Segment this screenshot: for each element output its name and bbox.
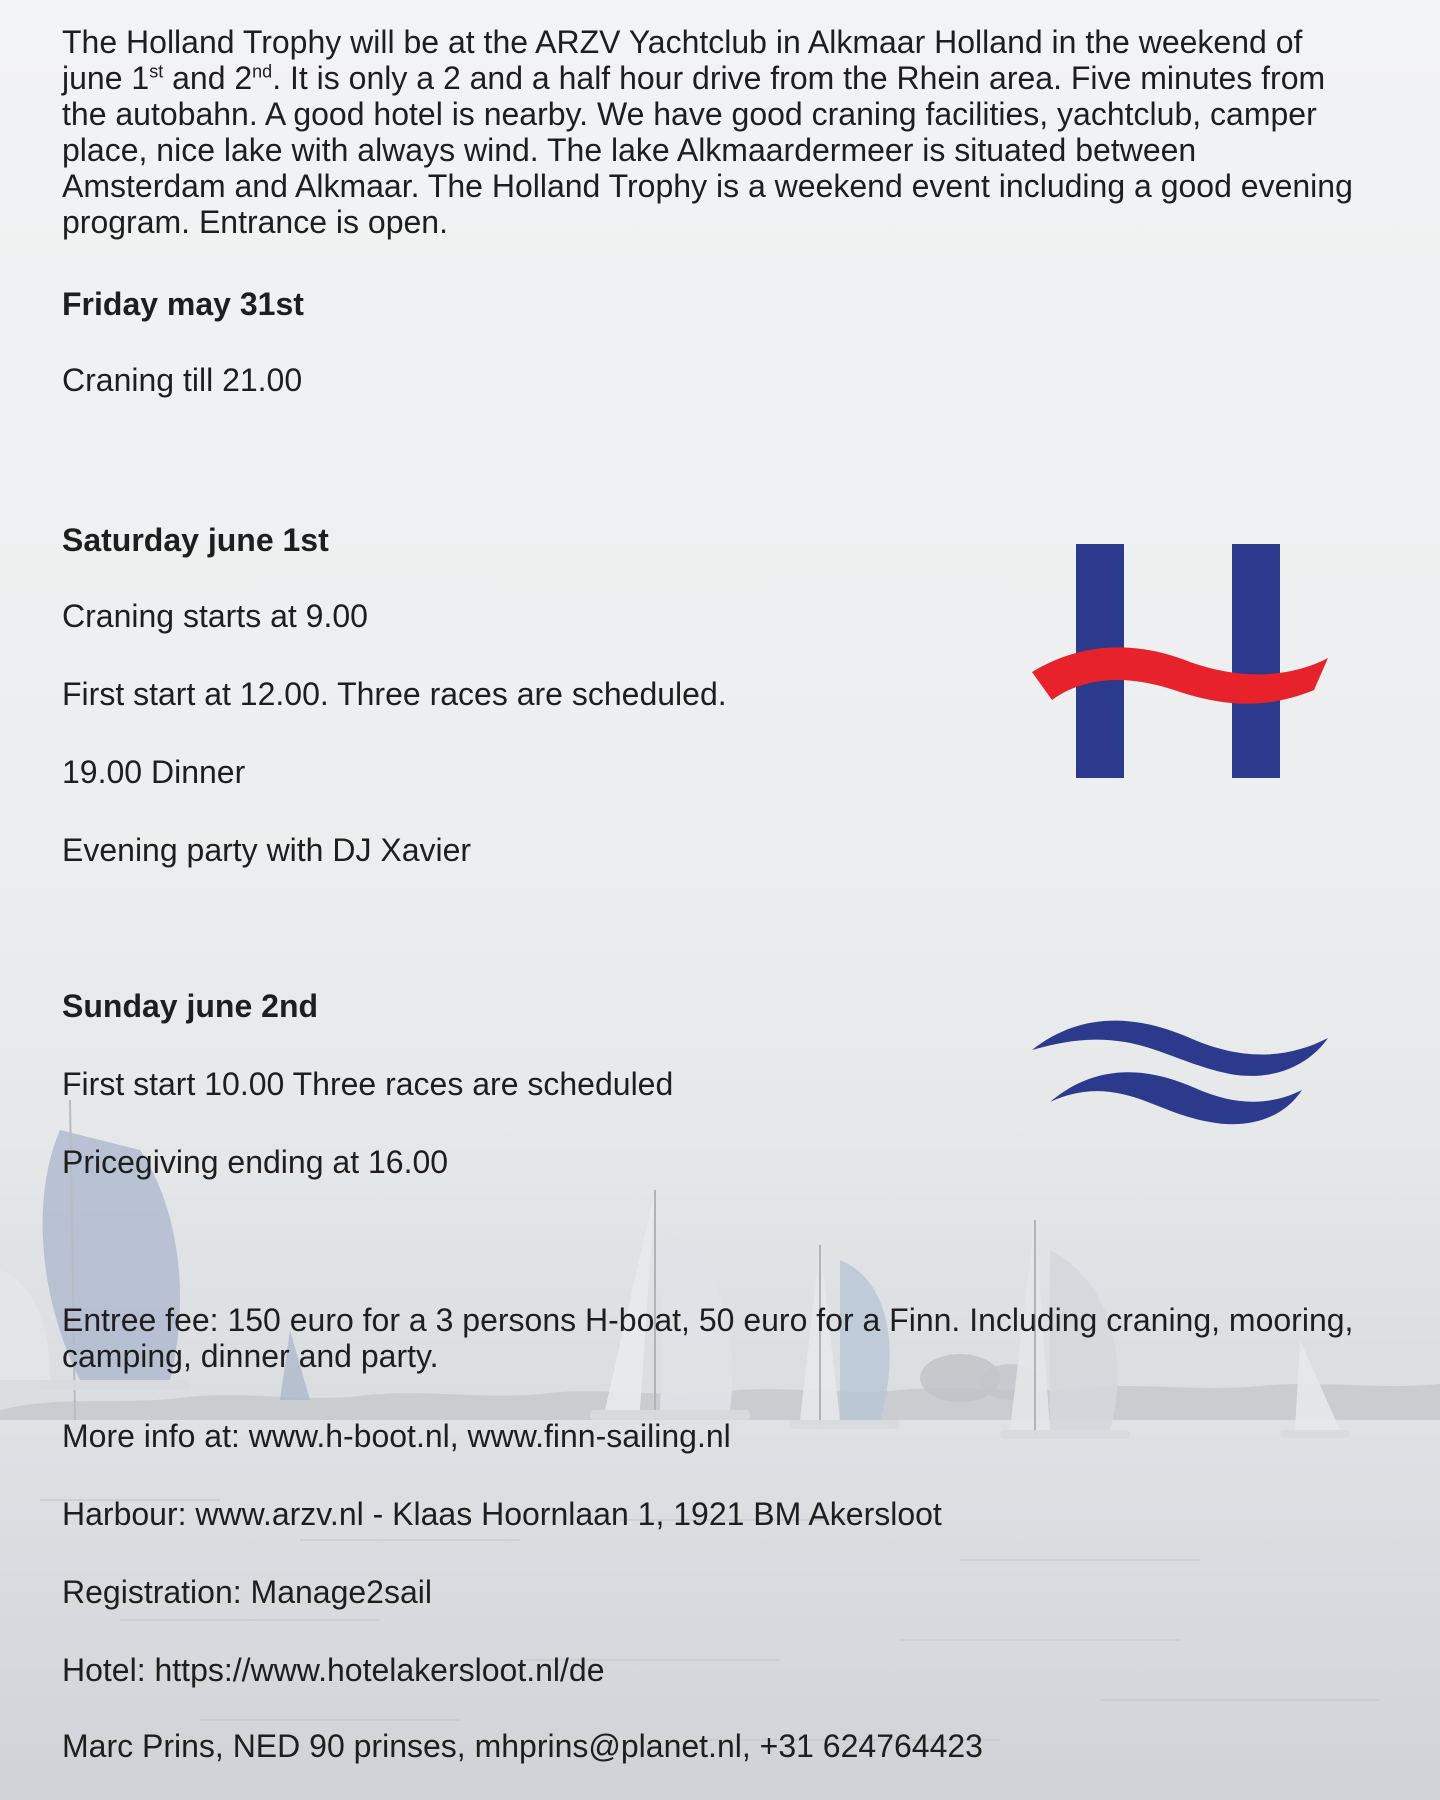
saturday-item-dinner: 19.00 Dinner bbox=[62, 754, 246, 790]
superscript-st: st bbox=[149, 61, 164, 82]
saturday-heading: Saturday june 1st bbox=[62, 522, 329, 558]
friday-item-craning: Craning till 21.00 bbox=[62, 362, 303, 398]
friday-heading: Friday may 31st bbox=[62, 286, 304, 322]
sunday-heading: Sunday june 2nd bbox=[62, 988, 319, 1024]
sunday-item-first-start: First start 10.00 Three races are scheduled bbox=[62, 1066, 674, 1102]
harbour-text: Harbour: www.arzv.nl - Klaas Hoornlaan 1, 1921 BM Akersloot bbox=[62, 1496, 942, 1532]
more-info-text: More info at: www.h-boot.nl, www.finn-sailing.nl bbox=[62, 1418, 731, 1454]
sunday-item-pricegiving: Pricegiving ending at 16.00 bbox=[62, 1144, 449, 1180]
saturday-item-first-start: First start at 12.00. Three races are scheduled. bbox=[62, 676, 727, 712]
registration-text: Registration: Manage2sail bbox=[62, 1574, 432, 1610]
saturday-item-party: Evening party with DJ Xavier bbox=[62, 832, 472, 868]
holland-trophy-h-logo-icon bbox=[1030, 540, 1330, 780]
waves-logo-icon bbox=[1030, 1012, 1330, 1130]
contact-text: Marc Prins, NED 90 prinses, mhprins@planet.nl, +31 624764423 bbox=[62, 1728, 983, 1764]
saturday-item-craning: Craning starts at 9.00 bbox=[62, 598, 368, 634]
intro-paragraph: The Holland Trophy will be at the ARZV Yachtclub in Alkmaar Holland in the weekend of june 1st and 2nd. It is only a 2 and a half hour drive from the Rhein area. Five minutes from the autobahn. A good hotel is nearby. We have good craning facilities, yachtclub, camper place, nice lake with always wind. The lake Alkmaardermeer is situated between Amsterdam and Alkmaar. The Holland Trophy is a weekend event including a good evening program. Entrance is open. bbox=[62, 24, 1353, 240]
superscript-nd: nd bbox=[252, 61, 273, 82]
entree-fee-text: Entree fee: 150 euro for a 3 persons H-boat, 50 euro for a Finn. Including craning, mooring, camping, dinner and party. bbox=[62, 1302, 1354, 1374]
hotel-text: Hotel: https://www.hotelakersloot.nl/de bbox=[62, 1652, 605, 1688]
